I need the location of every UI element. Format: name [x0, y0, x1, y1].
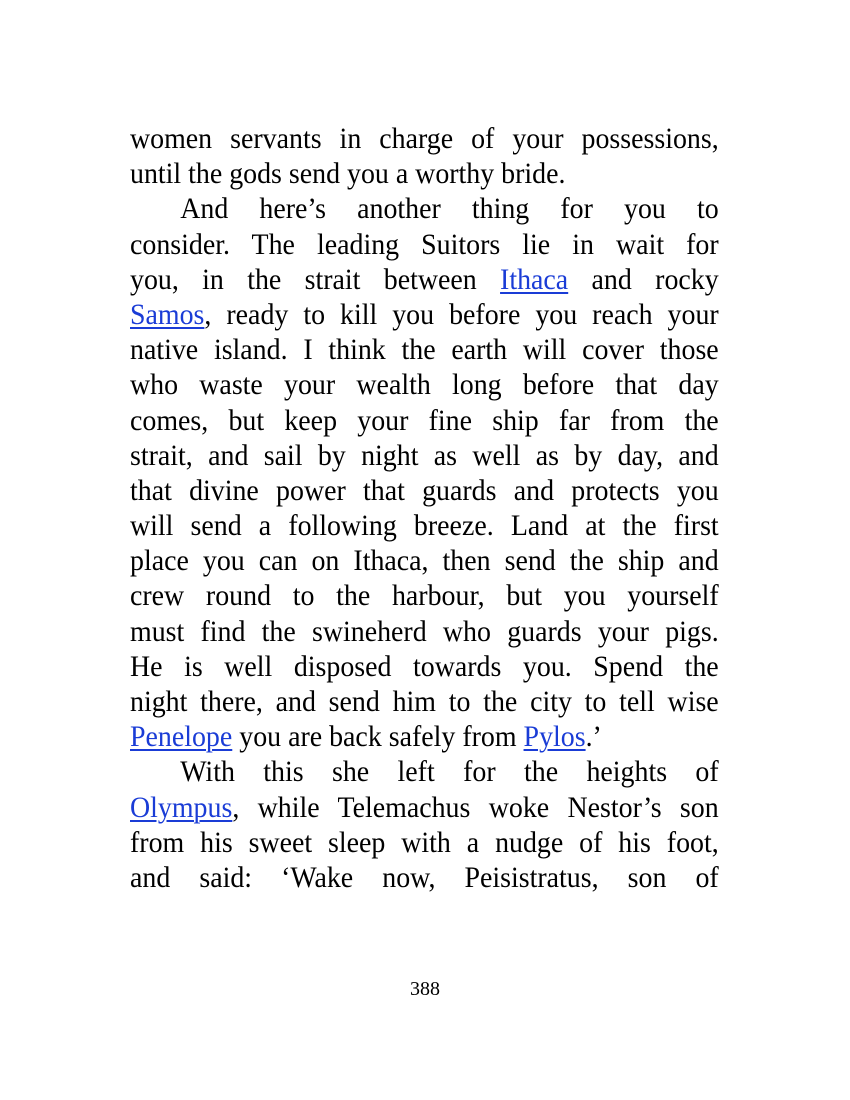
text-fragment: women servants in charge of your possessions,	[130, 122, 719, 155]
text-line	[130, 297, 719, 332]
link-penelope[interactable]: Penelope	[130, 720, 233, 754]
text-line	[130, 332, 719, 367]
text-line	[130, 825, 719, 860]
link-olympus[interactable]: Olympus	[130, 790, 233, 824]
text-line	[130, 227, 719, 262]
text-fragment: With this she left for the heights of	[180, 755, 719, 789]
text-fragment: night there, and send him to the city to tell wise	[130, 685, 719, 718]
text-line	[130, 473, 719, 508]
text-line	[130, 367, 719, 402]
text-fragment: strait, and sail by night as well as by day, and	[130, 438, 719, 472]
text-line	[130, 121, 719, 156]
text-fragment: from his sweet sleep with a nudge of his foot,	[130, 825, 719, 859]
text-fragment: and rocky	[568, 262, 719, 296]
text-line	[130, 790, 719, 825]
text-fragment: crew round to the harbour, but you yourself	[130, 579, 719, 613]
text-line	[130, 438, 719, 473]
text-fragment: , ready to kill you before you reach your	[204, 297, 719, 331]
text-fragment: And here’s another thing for you to	[180, 192, 719, 226]
text-fragment: until the gods send you a worthy bride.	[130, 157, 566, 191]
text-line	[130, 649, 719, 684]
text-fragment: and said: ‘Wake now, Peisistratus, son of	[130, 860, 719, 894]
text-line	[130, 262, 719, 297]
text-line	[130, 543, 719, 578]
link-samos[interactable]: Samos	[130, 297, 205, 331]
link-pylos[interactable]: Pylos	[523, 720, 586, 754]
link-ithaca[interactable]: Ithaca	[500, 262, 569, 296]
text-fragment: He is well disposed towards you. Spend the	[130, 649, 719, 683]
text-fragment: that divine power that guards and protects you	[130, 473, 719, 507]
text-line	[130, 719, 719, 754]
text-line	[130, 754, 719, 789]
text-line	[130, 860, 719, 895]
text-line	[130, 403, 719, 438]
text-line	[130, 684, 719, 719]
text-line	[130, 614, 719, 649]
text-line	[130, 191, 719, 226]
text-fragment: , while Telemachus woke Nestor’s son	[232, 790, 719, 824]
text-line	[130, 508, 719, 543]
page-number: 388	[410, 978, 440, 1000]
text-fragment: place you can on Ithaca, then send the ship and	[130, 544, 719, 578]
text-fragment: native island. I think the earth will cover those	[130, 333, 719, 367]
text-fragment: will send a following breeze. Land at the first	[130, 509, 719, 543]
text-fragment: .’	[585, 720, 602, 754]
text-line	[130, 156, 719, 191]
text-fragment: who waste your wealth long before that day	[130, 368, 719, 402]
text-fragment: comes, but keep your fine ship far from the	[130, 403, 719, 437]
text-fragment: consider. The leading Suitors lie in wait for	[130, 227, 719, 261]
text-fragment: you, in the strait between	[130, 262, 501, 296]
text-fragment: must find the swineherd who guards your pigs.	[130, 614, 719, 648]
text-line	[130, 578, 719, 613]
text-fragment: you are back safely from	[232, 720, 524, 754]
page-body-text	[130, 121, 719, 895]
